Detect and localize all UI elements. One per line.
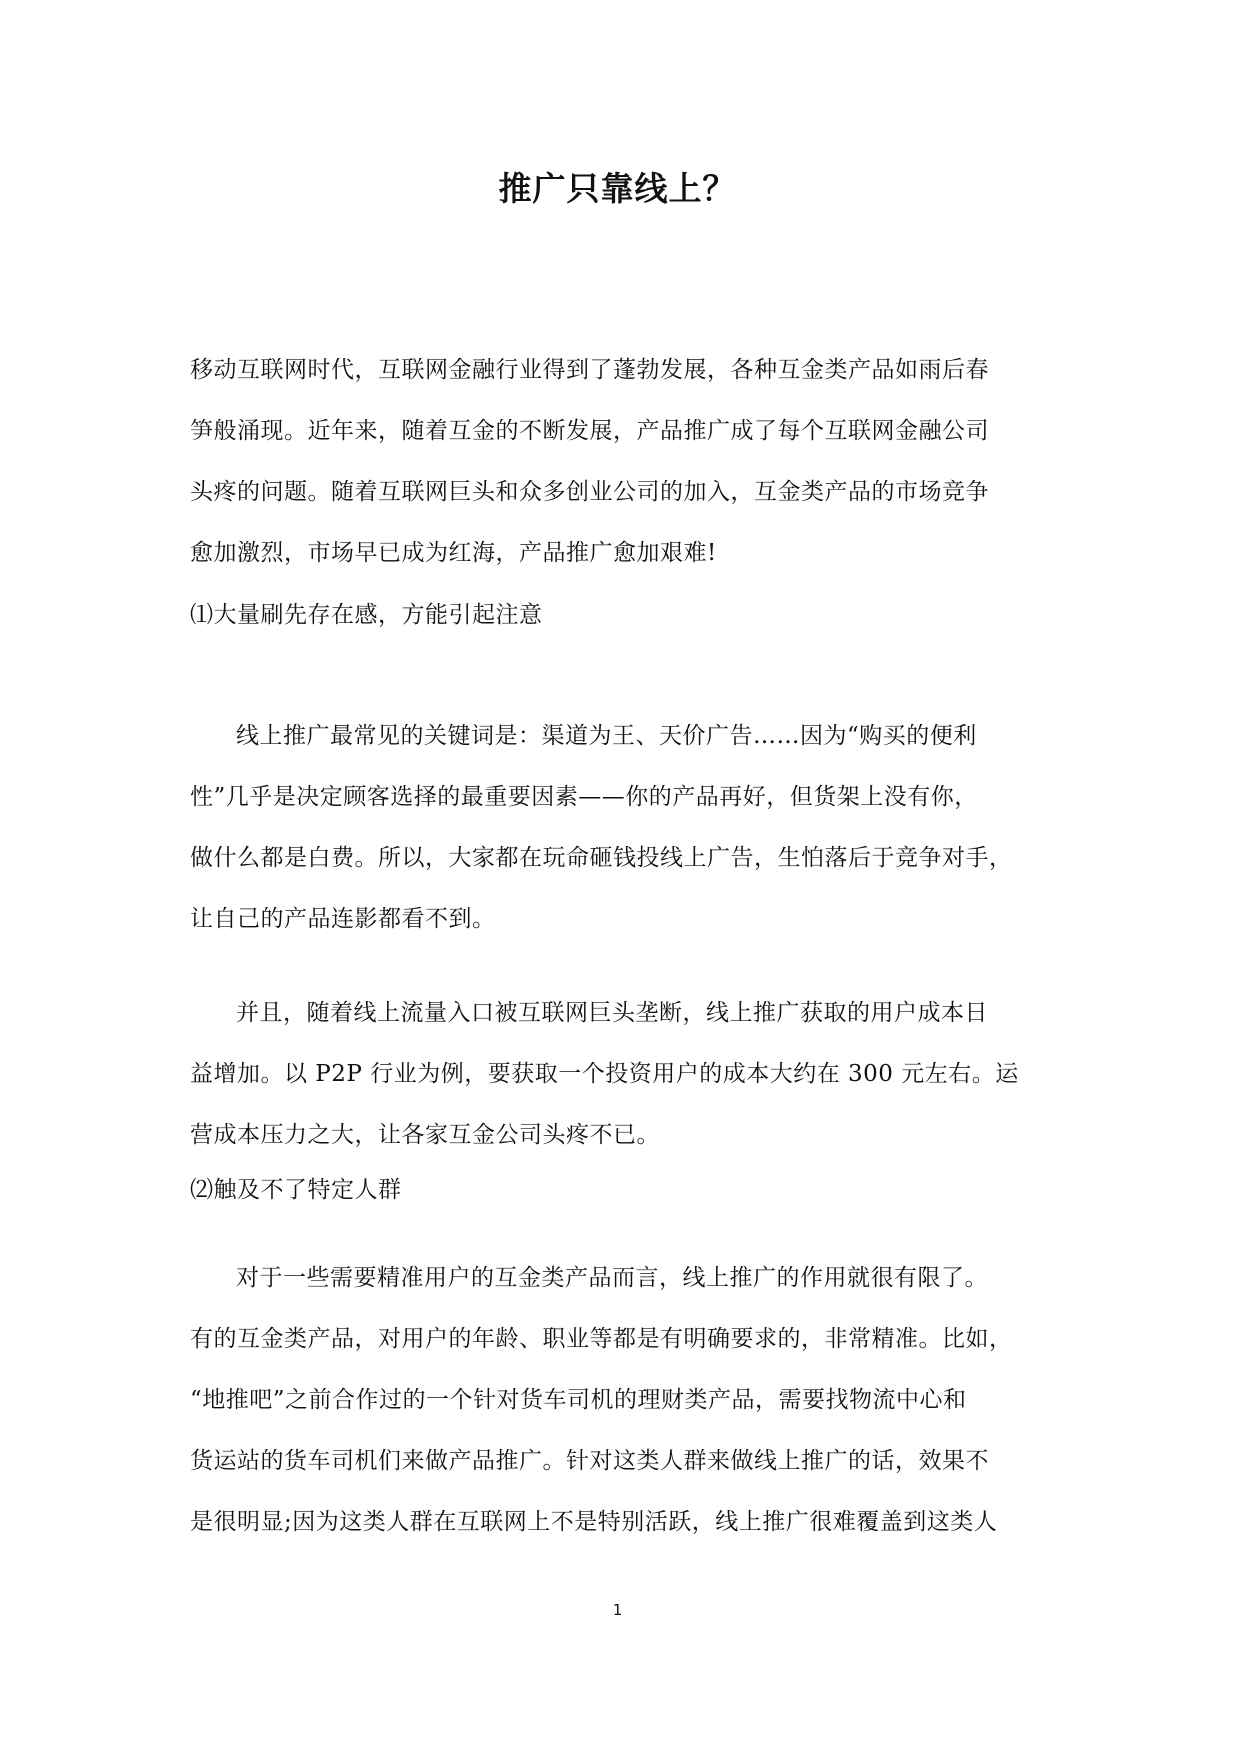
paragraph-line: 对于一些需要精准用户的互金类产品而言，线上推广的作用就很有限了。 (236, 1265, 988, 1291)
paragraph-line: 移动互联网时代，互联网金融行业得到了蓬勃发展，各种互金类产品如雨后春 (190, 357, 989, 383)
paragraph-line: 让自己的产品连影都看不到。 (190, 906, 496, 932)
page-number: 1 (612, 1601, 623, 1619)
section-heading-2 (190, 1160, 1050, 1221)
paragraph-line: “地推吧”之前合作过的一个针对货车司机的理财类产品，需要找物流中心和 (190, 1387, 967, 1413)
paragraph-line: 愈加激烈，市场早已成为红海，产品推广愈加艰难! (190, 540, 717, 566)
paragraph-line: 做什么都是白费。所以，大家都在玩命砸钱投线上广告，生怕落后于竞争对手， (190, 845, 1013, 871)
paragraph-line: 并且，随着线上流量入口被互联网巨头垄断，线上推广获取的用户成本日 (236, 1000, 988, 1026)
paragraph-line: 性”几乎是决定顾客选择的最重要因素——你的产品再好，但货架上没有你， (190, 784, 978, 810)
section-heading-text: ⑵触及不了特定人群 (190, 1177, 402, 1203)
paragraph-line: 营成本压力之大，让各家互金公司头疼不已。 (190, 1122, 660, 1148)
paragraph-intro (190, 340, 1050, 584)
paragraph-line: 益增加。以 P2P 行业为例，要获取一个投资用户的成本大约在 300 元左右。运 (190, 1061, 1019, 1087)
paragraph-target-users (190, 1248, 1050, 1553)
paragraph-line: 是很明显;因为这类人群在互联网上不是特别活跃，线上推广很难覆盖到这类人 (190, 1509, 998, 1535)
paragraph-line: 头疼的问题。随着互联网巨头和众多创业公司的加入，互金类产品的市场竞争 (190, 479, 989, 505)
paragraph-line: 笋般涌现。近年来，随着互金的不断发展，产品推广成了每个互联网金融公司 (190, 418, 989, 444)
document-title: 推广只靠线上？ (498, 169, 737, 208)
paragraph-user-cost (190, 983, 1050, 1166)
paragraph-line: 有的互金类产品，对用户的年龄、职业等都是有明确要求的，非常精准。比如， (190, 1326, 1013, 1352)
paragraph-line: 货运站的货车司机们来做产品推广。针对这类人群来做线上推广的话，效果不 (190, 1448, 989, 1474)
paragraph-line: 线上推广最常见的关键词是：渠道为王、天价广告……因为“购买的便利 (236, 723, 977, 749)
section-heading-1 (190, 585, 1050, 646)
paragraph-online-ads (190, 706, 1050, 950)
section-heading-text: ⑴大量刷先存在感，方能引起注意 (190, 602, 543, 628)
